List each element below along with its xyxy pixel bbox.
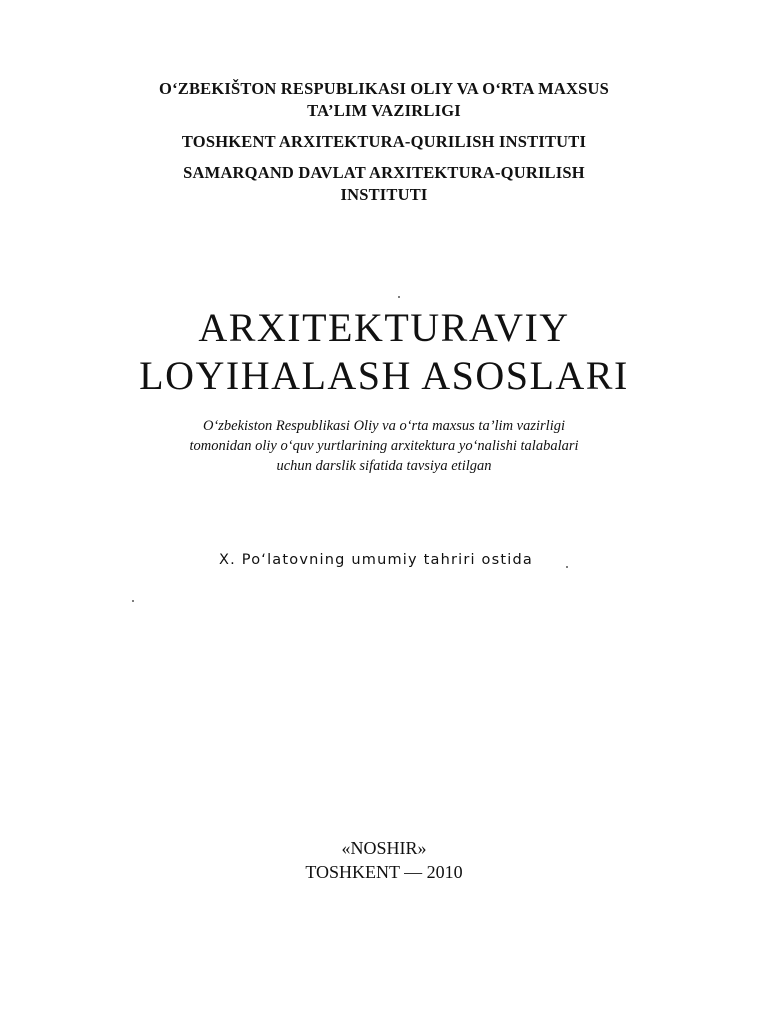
- book-title: [0, 304, 768, 400]
- recommendation-line-2: tomonidan oliy o‘quv yurtlarining arxitektura yo‘nalishi talabalari: [189, 438, 579, 454]
- publisher-place-year: TOSHKENT — 2010: [305, 862, 463, 882]
- institute-samarqand-line-1: SAMARQAND DAVLAT ARXITEKTURA-QURILISH: [183, 163, 585, 182]
- recommendation-line-3: uchun darslik sifatida tavsiya etilgan: [276, 458, 492, 474]
- publisher-name: «NOSHIR»: [341, 838, 427, 858]
- institute-samarqand-line-2: INSTITUTI: [340, 185, 428, 204]
- print-speck: [398, 296, 400, 298]
- ministry-line-2: TA’LIM VAZIRLIGI: [307, 101, 461, 120]
- publisher-block: [0, 836, 768, 884]
- book-title-line-1: ARXITEKTURAVIY: [198, 305, 570, 350]
- recommendation-note: [0, 416, 768, 476]
- print-speck: [132, 600, 134, 602]
- editor-line: X. Po‘latovning umumiy tahriri ostida: [219, 552, 533, 568]
- ministry-line-1: O‘ZBEKIŠTON RESPUBLIKASI OLIY VA O‘RTA MAXSUS: [159, 79, 609, 98]
- institute-tashkent: [0, 131, 768, 153]
- print-speck: [566, 566, 568, 568]
- book-title-line-2: LOYIHALASH ASOSLARI: [139, 353, 629, 398]
- ministry-heading: [0, 78, 768, 122]
- institute-tashkent-line: TOSHKENT ARXITEKTURA-QURILISH INSTITUTI: [181, 132, 587, 151]
- recommendation-line-1: O‘zbekiston Respublikasi Oliy va o‘rta maxsus ta’lim vazirligi: [202, 418, 566, 434]
- institute-samarqand: [0, 162, 768, 206]
